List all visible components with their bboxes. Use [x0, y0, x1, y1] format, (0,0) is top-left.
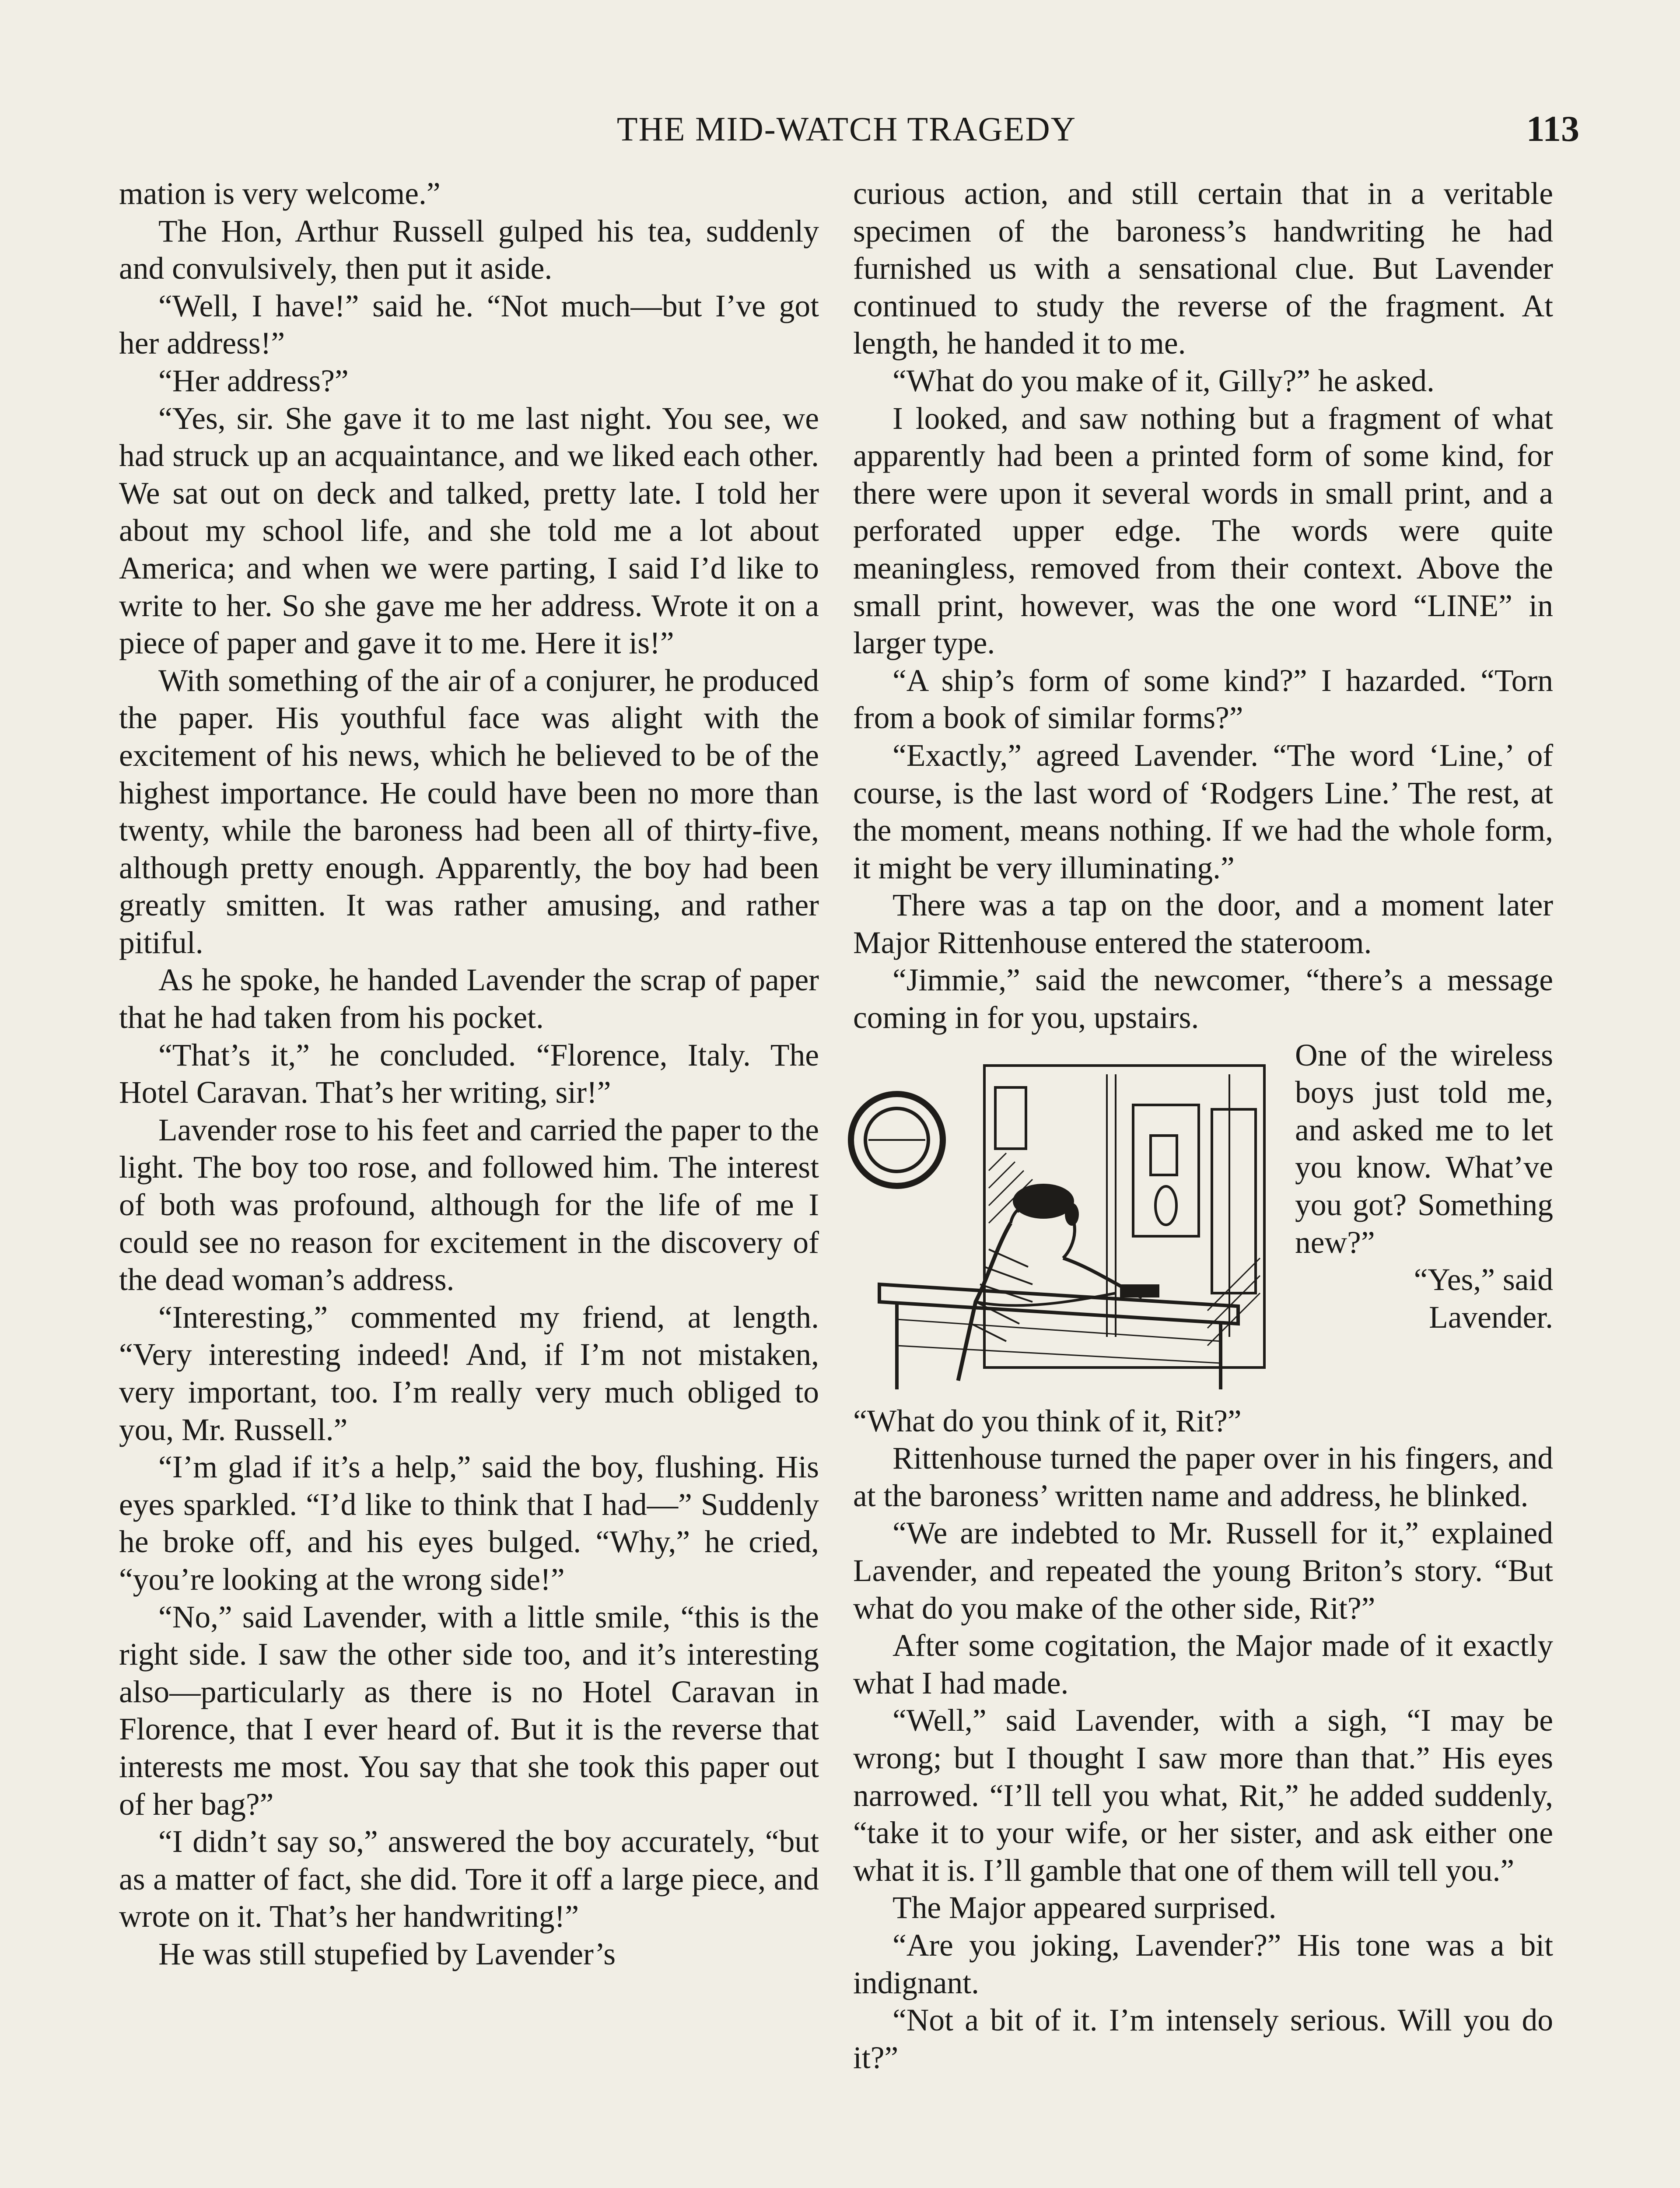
paragraph: As he spoke, he handed Lavender the scrap of paper that he had taken from his pocket. — [119, 963, 819, 1035]
page-header — [114, 105, 1579, 166]
wireless-room-drawing-icon — [844, 1039, 1282, 1398]
paragraph: The Hon, Arthur Russell gulped his tea, suddenly and convulsively, then put it aside. — [119, 214, 819, 286]
paragraph: There was a tap on the door, and a moment later Major Rittenhouse entered the stateroom. — [853, 888, 1553, 960]
paragraph: One of the wireless boys just told me, and asked me to let you know. What’ve you got? Something new?” — [1295, 1038, 1553, 1260]
paragraph: “Jimmie,” said the newcomer, “there’s a message coming in for you, upstairs. — [853, 963, 1553, 1035]
paragraph: “I didn’t say so,” answered the boy accurately, “but as a matter of fact, she did. Tore it off a large piece, and wrote on it. That’s her handwriting!” — [119, 1824, 819, 1934]
paragraph: “A ship’s form of some kind?” I hazarded. “Torn from a book of similar forms?” — [853, 663, 1553, 736]
paragraph: “I’m glad if it’s a help,” said the boy, flushing. His eyes sparkled. “I’d like to think that I had—” Suddenly he broke off, and his eyes bulged. “Why,” he cried, “you’re looking at the wrong side!” — [119, 1450, 819, 1597]
page-number: 113 — [1526, 109, 1579, 149]
paragraph: After some cogitation, the Major made of it exactly what I had made. — [853, 1628, 1553, 1701]
running-title: THE MID-WATCH TRAGEDY — [616, 110, 1077, 148]
paragraph: Rittenhouse turned the paper over in his fingers, and at the baroness’ written name and address, he blinked. — [853, 1441, 1553, 1513]
paragraph: “We are indebted to Mr. Russell for it,” explained Lavender, and repeated the young Briton’s story. “But what do you make of the other side, Rit?” — [853, 1516, 1553, 1626]
paragraph: “Well,” said Lavender, with a sigh, “I may be wrong; but I thought I saw more than that.” His eyes narrowed. “I’ll tell you what, Rit,” he added suddenly, “take it to your wife, or her sister, and ask either one what it is. I’ll gamble that one of them will tell you.” — [853, 1703, 1553, 1888]
paragraph: The Major appeared surprised. — [892, 1890, 1277, 1925]
paragraph: With something of the air of a conjurer, he produced the paper. His youthful face was alight with the excitement of his news, which he believed to be of the highest importance. He could have been no more than twenty, while the baroness had been all of thirty-five, although pretty enough. Apparently, the boy had been greatly smitten. It was rather amusing, and rather pitiful. — [119, 663, 819, 960]
paragraph: I looked, and saw nothing but a fragment of what apparently had been a printed form of some kind, for there were upon it several words in small print, and a perforated upper edge. The words were quite meaningless, removed from their context. Above the small print, however, was the one word “LINE” in larger type. — [853, 401, 1553, 661]
paragraph: “What do you make of it, Gilly?” he asked. — [892, 363, 1435, 398]
paragraph: curious action, and still certain that in a veritable specimen of the baroness’s handwriting he had furnished us with a sensational clue. But Lavender continued to study the reverse of the fragment. At length, he handed it to me. — [853, 176, 1553, 361]
paragraph: “Exactly,” agreed Lavender. “The word ‘Line,’ of course, is the last word of ‘Rodgers Line.’ The rest, at the moment, means nothing. If we had the whole form, it might be very illuminating.” — [853, 738, 1553, 885]
left-column — [119, 175, 819, 1973]
paragraph: “Yes,” said Lavender. — [1414, 1262, 1553, 1335]
illustration-wrap — [853, 1037, 1553, 1336]
paragraph: “That’s it,” he concluded. “Florence, Italy. The Hotel Caravan. That’s her writing, sir!” — [119, 1038, 819, 1110]
paragraph: “What do you think of it, Rit?” — [853, 1403, 1242, 1438]
paragraph: “No,” said Lavender, with a little smile, “this is the right side. I saw the other side too, and it’s interesting also—particularly as there is no Hotel Caravan in Florence, that I ever heard of. But it is the reverse that interests me most. You say that she took this paper out of her bag?” — [119, 1599, 819, 1822]
right-column — [853, 175, 1553, 2076]
paragraph: He was still stupefied by Lavender’s — [158, 1936, 616, 1971]
wireless-operator-illustration — [844, 1039, 1282, 1398]
paragraph: Lavender rose to his feet and carried the paper to the light. The boy too rose, and followed him. The interest of both was profound, although for the life of me I could see no reason for excitement in the discovery of the dead woman’s address. — [119, 1112, 819, 1297]
paragraph: “Well, I have!” said he. “Not much—but I’ve got her address!” — [119, 288, 819, 361]
paragraph: “Not a bit of it. I’m intensely serious. Will you do it?” — [853, 2003, 1553, 2075]
paragraph: “Interesting,” commented my friend, at length. “Very interesting indeed! And, if I’m not mistaken, very important, too. I’m really very much obliged to you, Mr. Russell.” — [119, 1300, 819, 1447]
paragraph: “Her address?” — [158, 363, 349, 398]
paragraph: “Yes, sir. She gave it to me last night. You see, we had struck up an acquaintance, and we liked each other. We sat out on deck and talked, pretty late. I told her about my school life, and she told me a lot about America; and when we were parting, I said I’d like to write to her. So she gave me her address. Wrote it on a piece of paper and gave it to me. Here it is!” — [119, 401, 819, 661]
paragraph: “Are you joking, Lavender?” His tone was a bit indignant. — [853, 1928, 1553, 2000]
paragraph: mation is very welcome.” — [119, 176, 441, 211]
